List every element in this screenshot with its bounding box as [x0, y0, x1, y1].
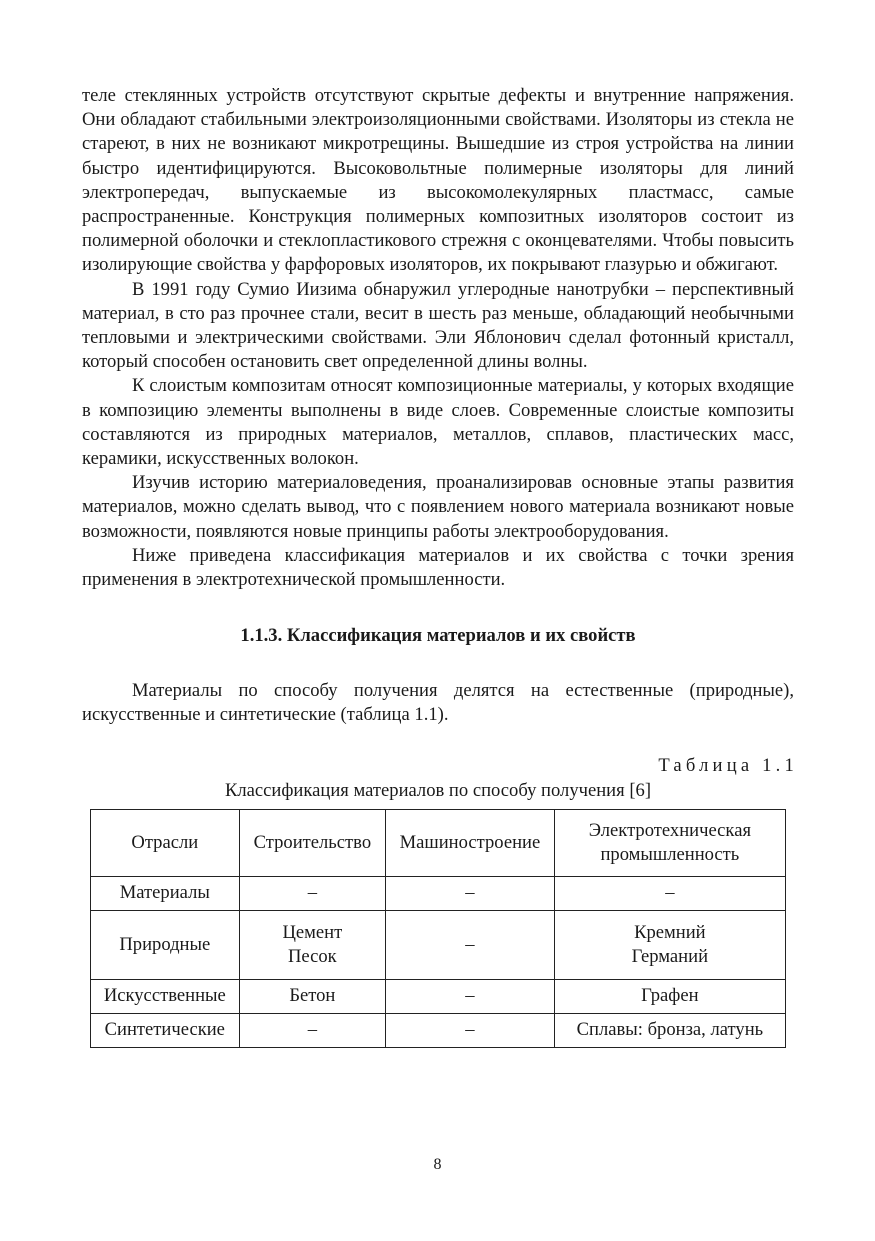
table-row [91, 910, 786, 979]
table-cell: – [239, 876, 386, 910]
paragraph-4: Изучив историю материаловедения, проанализировав основные этапы развития материалов, можно сделать вывод, что с появлением нового материала возникают новые возможности, появляются новые принципы работы электрооборудования. [82, 472, 794, 542]
paragraph-2: В 1991 году Сумио Иизима обнаружил углеродные нанотрубки – перспективный материал, в сто раз прочнее стали, весит в шесть раз меньше, обладающий необычными тепловыми и электрическими свойствами. Эли Яблонович сделал фотонный кристалл, который способен остановить свет определенной длины волны. [82, 278, 794, 373]
table-cell: Графен [554, 979, 785, 1013]
table-cell: – [386, 979, 555, 1013]
table-cell: Искусственные [91, 979, 240, 1013]
classification-table [90, 809, 786, 1048]
header-cell: Строительство [239, 809, 386, 876]
table-row [91, 979, 786, 1013]
table-cell: – [386, 910, 555, 979]
table-cell: – [239, 1013, 386, 1047]
document-page [82, 84, 798, 1048]
table-cell: – [386, 876, 555, 910]
header-cell: Машиностроение [386, 809, 555, 876]
table-header-row [91, 809, 786, 876]
paragraph-1: теле стеклянных устройств отсутствуют скрытые дефекты и внутренние напряжения. Они обладают стабильными электроизоляционными свойствами. Изоляторы из стекла не стареют, в них не возникают микротрещины. Вышедшие из строя устройства на линии быстро идентифицируются. Высоковольтные полимерные изоляторы для линий электропередач, выпускаемые из высокомолекулярных пластмасс, самые распространенные. Конструкция полимерных композитных изоляторов состоит из полимерной оболочки и стеклопластикового стрежня с оконцевателями. Чтобы повысить изолирующие свойства у фарфоровых изоляторов, их покрывают глазурью и обжигают. [82, 85, 794, 276]
table-label: Таблица 1.1 [658, 754, 798, 776]
table-cell-text: Кремний Германий [631, 921, 709, 967]
header-cell: Отрасли [91, 809, 240, 876]
section-heading: 1.1.3. Классификация материалов и их свойств [240, 625, 636, 647]
paragraph-3: К слоистым композитам относят композиционные материалы, у которых входящие в композицию элементы выполнены в виде слоев. Современные слоистые композиты составляются из природных материалов, металлов, сплавов, пластических масс, керамики, искусственных волокон. [82, 375, 794, 470]
table-row [91, 1013, 786, 1047]
table-title: Классификация материалов по способу получения [6] [224, 779, 652, 801]
section-paragraph: Материалы по способу получения делятся на естественные (природные), искусственные и синтетические (таблица 1.1). [82, 680, 794, 726]
table-cell: Материалы [91, 876, 240, 910]
table-cell-text: Цемент Песок [282, 921, 343, 967]
table-row [91, 876, 786, 910]
table-cell: Бетон [239, 979, 386, 1013]
table-cell: – [386, 1013, 555, 1047]
paragraph-5: Ниже приведена классификация материалов и их свойства с точки зрения применения в электротехнической промышленности. [82, 544, 794, 591]
table-cell: – [554, 876, 785, 910]
header-cell [554, 809, 785, 876]
header-cell-text: Электротехническая промышленность [588, 819, 751, 865]
table-cell [554, 910, 785, 979]
table-cell: Синтетические [91, 1013, 240, 1047]
table-cell: Природные [91, 910, 240, 979]
table-cell [239, 910, 386, 979]
table-cell: Сплавы: бронза, латунь [554, 1013, 785, 1047]
page-number: 8 [433, 1156, 442, 1173]
